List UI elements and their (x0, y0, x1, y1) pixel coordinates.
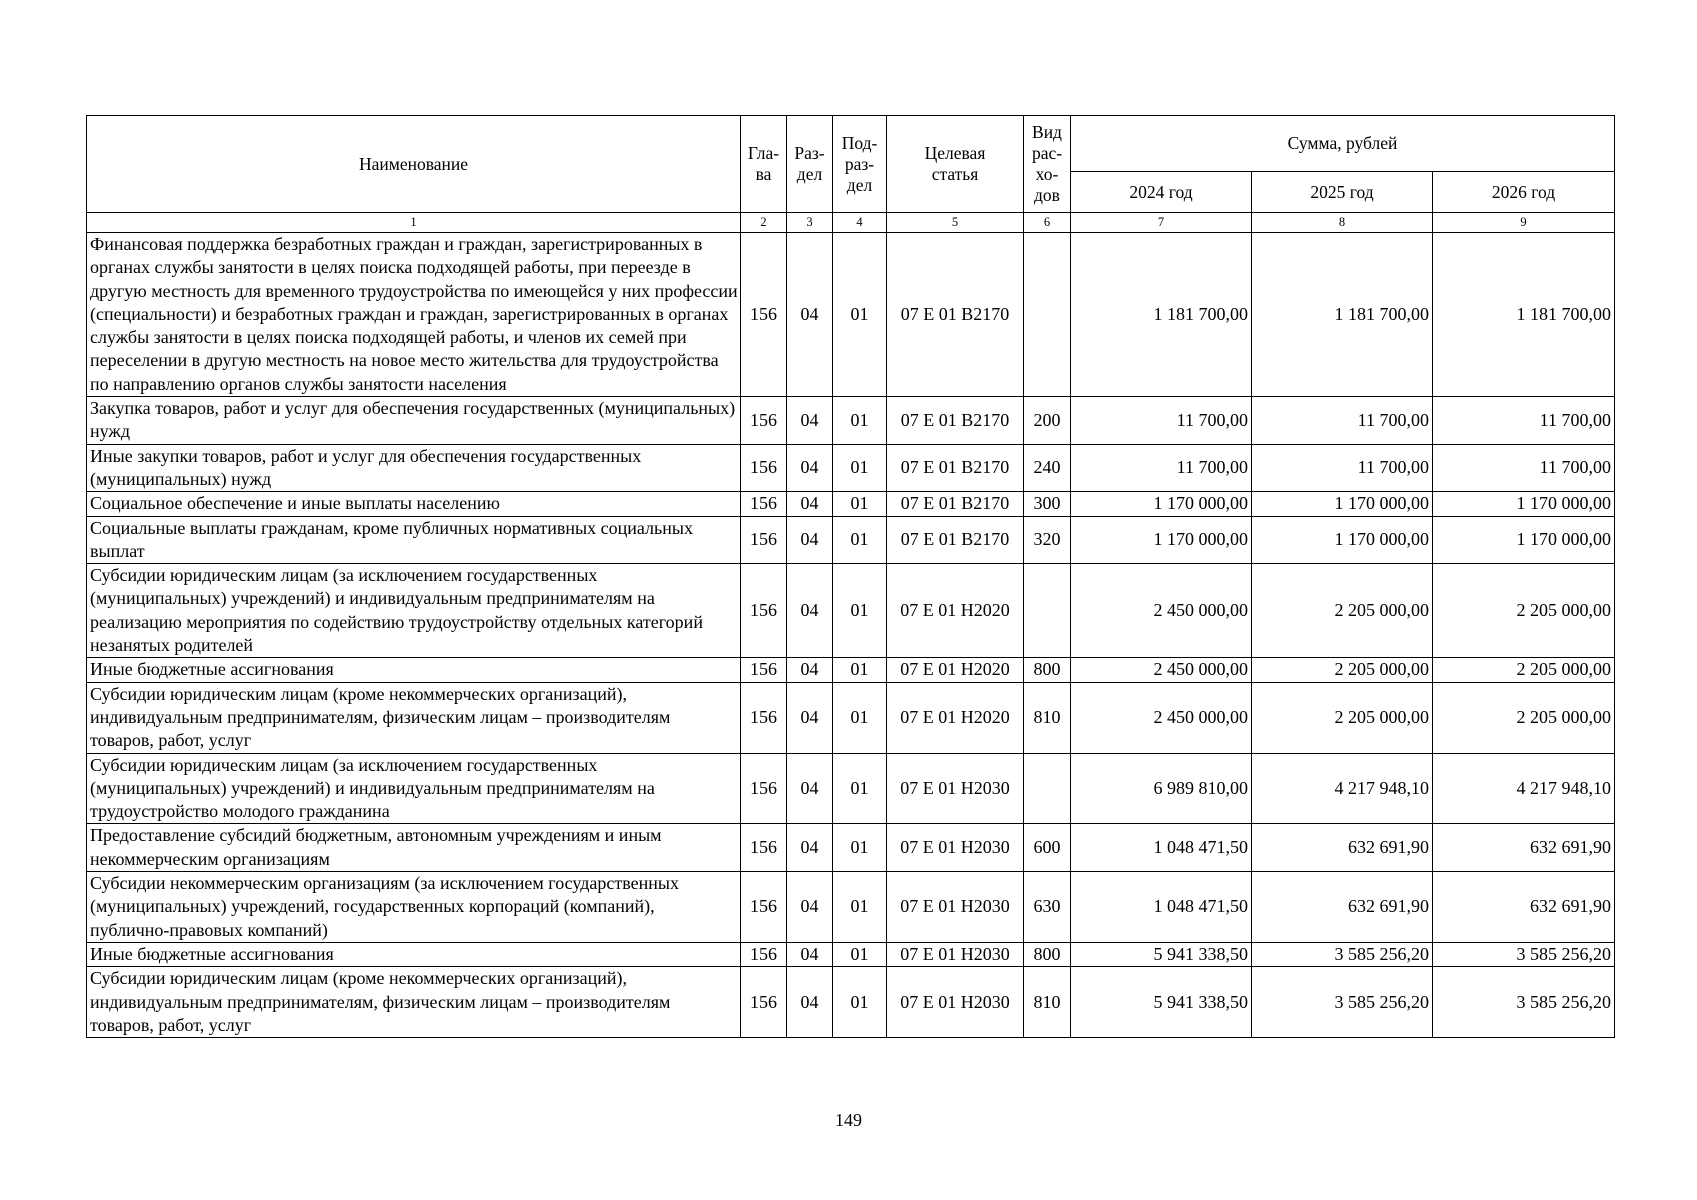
row-podrazdel-cell: 01 (833, 564, 887, 658)
header-podrazdel-text: Под-раз-дел (841, 132, 878, 195)
row-podrazdel-cell: 01 (833, 233, 887, 397)
row-sum-2025-cell: 1 170 000,00 (1252, 492, 1433, 516)
header-glava-text: Гла-ва (747, 143, 780, 184)
table-row (87, 682, 1615, 753)
table-row (87, 942, 1615, 966)
header-year-2025: 2025 год (1252, 172, 1433, 213)
header-vid (1024, 116, 1071, 213)
row-sum-2024-cell: 11 700,00 (1071, 444, 1252, 492)
row-tselevaya-cell: 07 Е 01 В2170 (887, 492, 1024, 516)
header-razdel (787, 116, 833, 213)
row-podrazdel-cell: 01 (833, 492, 887, 516)
row-sum-2026-cell: 3 585 256,20 (1433, 942, 1615, 966)
row-razdel-cell: 04 (787, 658, 833, 682)
row-name-cell: Иные бюджетные ассигнования (87, 658, 741, 682)
row-sum-2025-cell: 1 181 700,00 (1252, 233, 1433, 397)
row-podrazdel-cell: 01 (833, 967, 887, 1038)
row-name-cell: Финансовая поддержка безработных граждан и граждан, зарегистрированных в органах службы занятости в целях поиска подходящей работы, при переезде в другую местность для временного трудоустройства по имеющейся у них профессии (специальности) и безработных граждан и граждан, зарегистрированных в органах службы занятости в целях поиска подходящей работы, и членов их семей при переселении в другую местность на новое место жительства для трудоустройства по направлению органов службы занятости населения (87, 233, 741, 397)
table-body (87, 233, 1615, 1038)
row-vid-cell: 810 (1024, 682, 1071, 753)
row-vid-cell: 320 (1024, 516, 1071, 564)
row-sum-2026-cell: 2 205 000,00 (1433, 682, 1615, 753)
row-glava-cell: 156 (741, 564, 787, 658)
table-row (87, 516, 1615, 564)
table-row (87, 444, 1615, 492)
row-sum-2024-cell: 1 170 000,00 (1071, 516, 1252, 564)
table-row (87, 753, 1615, 824)
row-glava-cell: 156 (741, 753, 787, 824)
row-vid-cell (1024, 753, 1071, 824)
table-header (87, 116, 1615, 233)
row-podrazdel-cell: 01 (833, 397, 887, 445)
row-sum-2025-cell: 632 691,90 (1252, 872, 1433, 943)
table-row (87, 233, 1615, 397)
table-row (87, 564, 1615, 658)
row-tselevaya-cell: 07 Е 01 В2170 (887, 233, 1024, 397)
row-glava-cell: 156 (741, 682, 787, 753)
row-vid-cell: 300 (1024, 492, 1071, 516)
column-number: 4 (833, 213, 887, 233)
column-number: 9 (1433, 213, 1615, 233)
row-sum-2026-cell: 11 700,00 (1433, 397, 1615, 445)
row-glava-cell: 156 (741, 397, 787, 445)
column-number: 6 (1024, 213, 1071, 233)
row-sum-2026-cell: 1 170 000,00 (1433, 516, 1615, 564)
row-vid-cell: 800 (1024, 658, 1071, 682)
budget-table-container (86, 115, 1614, 1038)
row-podrazdel-cell: 01 (833, 872, 887, 943)
row-sum-2025-cell: 3 585 256,20 (1252, 942, 1433, 966)
row-sum-2025-cell: 2 205 000,00 (1252, 658, 1433, 682)
row-podrazdel-cell: 01 (833, 753, 887, 824)
row-sum-2025-cell: 2 205 000,00 (1252, 682, 1433, 753)
row-vid-cell (1024, 233, 1071, 397)
row-tselevaya-cell: 07 Е 01 Н2020 (887, 564, 1024, 658)
row-razdel-cell: 04 (787, 564, 833, 658)
row-glava-cell: 156 (741, 233, 787, 397)
row-name-cell: Субсидии юридическим лицам (кроме некоммерческих организаций), индивидуальным предпринимателям, физическим лицам – производителям товаров, работ, услуг (87, 682, 741, 753)
column-number: 5 (887, 213, 1024, 233)
row-razdel-cell: 04 (787, 682, 833, 753)
row-sum-2025-cell: 11 700,00 (1252, 444, 1433, 492)
row-name-cell: Иные закупки товаров, работ и услуг для обеспечения государственных (муниципальных) нужд (87, 444, 741, 492)
row-sum-2026-cell: 1 181 700,00 (1433, 233, 1615, 397)
row-podrazdel-cell: 01 (833, 682, 887, 753)
header-razdel-text: Раз-дел (794, 143, 825, 184)
row-podrazdel-cell: 01 (833, 658, 887, 682)
row-sum-2026-cell: 632 691,90 (1433, 824, 1615, 872)
column-number: 8 (1252, 213, 1433, 233)
row-name-cell: Социальное обеспечение и иные выплаты населению (87, 492, 741, 516)
row-sum-2025-cell: 11 700,00 (1252, 397, 1433, 445)
row-tselevaya-cell: 07 Е 01 Н2030 (887, 967, 1024, 1038)
row-sum-2024-cell: 1 170 000,00 (1071, 492, 1252, 516)
row-sum-2024-cell: 5 941 338,50 (1071, 942, 1252, 966)
column-number: 3 (787, 213, 833, 233)
row-glava-cell: 156 (741, 824, 787, 872)
row-podrazdel-cell: 01 (833, 942, 887, 966)
row-sum-2026-cell: 3 585 256,20 (1433, 967, 1615, 1038)
row-sum-2024-cell: 11 700,00 (1071, 397, 1252, 445)
header-tselevaya-text: Целевая статья (924, 143, 986, 184)
row-vid-cell: 200 (1024, 397, 1071, 445)
row-name-cell: Субсидии некоммерческим организациям (за исключением государственных (муниципальных) учреждений, государственных корпораций (компаний), публично-правовых компаний) (87, 872, 741, 943)
header-name: Наименование (87, 116, 741, 213)
row-vid-cell: 240 (1024, 444, 1071, 492)
row-sum-2024-cell: 1 181 700,00 (1071, 233, 1252, 397)
row-glava-cell: 156 (741, 658, 787, 682)
row-podrazdel-cell: 01 (833, 444, 887, 492)
header-podrazdel (833, 116, 887, 213)
row-tselevaya-cell: 07 Е 01 Н2020 (887, 682, 1024, 753)
row-tselevaya-cell: 07 Е 01 В2170 (887, 444, 1024, 492)
row-glava-cell: 156 (741, 967, 787, 1038)
column-number: 1 (87, 213, 741, 233)
row-glava-cell: 156 (741, 516, 787, 564)
table-row (87, 658, 1615, 682)
row-sum-2024-cell: 1 048 471,50 (1071, 872, 1252, 943)
table-row (87, 872, 1615, 943)
row-sum-2026-cell: 1 170 000,00 (1433, 492, 1615, 516)
row-tselevaya-cell: 07 Е 01 Н2030 (887, 824, 1024, 872)
row-razdel-cell: 04 (787, 872, 833, 943)
row-razdel-cell: 04 (787, 967, 833, 1038)
row-tselevaya-cell: 07 Е 01 В2170 (887, 397, 1024, 445)
row-razdel-cell: 04 (787, 492, 833, 516)
header-vid-text: Вид рас-хо-дов (1031, 122, 1063, 205)
row-vid-cell (1024, 564, 1071, 658)
row-name-cell: Субсидии юридическим лицам (за исключением государственных (муниципальных) учреждений) и индивидуальным предпринимателям на реализацию мероприятия по содействию трудоустройству отдельных категорий незанятых родителей (87, 564, 741, 658)
row-sum-2024-cell: 6 989 810,00 (1071, 753, 1252, 824)
table-row (87, 492, 1615, 516)
row-tselevaya-cell: 07 Е 01 В2170 (887, 516, 1024, 564)
row-name-cell: Социальные выплаты гражданам, кроме публичных нормативных социальных выплат (87, 516, 741, 564)
row-razdel-cell: 04 (787, 444, 833, 492)
row-name-cell: Субсидии юридическим лицам (кроме некоммерческих организаций), индивидуальным предпринимателям, физическим лицам – производителям товаров, работ, услуг (87, 967, 741, 1038)
page-number: 149 (835, 1110, 862, 1130)
row-name-cell: Закупка товаров, работ и услуг для обеспечения государственных (муниципальных) нужд (87, 397, 741, 445)
row-tselevaya-cell: 07 Е 01 Н2030 (887, 872, 1024, 943)
row-sum-2026-cell: 632 691,90 (1433, 872, 1615, 943)
header-tselevaya (887, 116, 1024, 213)
row-sum-2026-cell: 2 205 000,00 (1433, 658, 1615, 682)
row-sum-2025-cell: 4 217 948,10 (1252, 753, 1433, 824)
row-glava-cell: 156 (741, 492, 787, 516)
row-razdel-cell: 04 (787, 942, 833, 966)
row-tselevaya-cell: 07 Е 01 Н2030 (887, 753, 1024, 824)
row-name-cell: Субсидии юридическим лицам (за исключением государственных (муниципальных) учреждений) и индивидуальным предпринимателям на трудоустройство молодого гражданина (87, 753, 741, 824)
row-name-cell: Иные бюджетные ассигнования (87, 942, 741, 966)
row-razdel-cell: 04 (787, 397, 833, 445)
row-glava-cell: 156 (741, 444, 787, 492)
row-razdel-cell: 04 (787, 233, 833, 397)
row-razdel-cell: 04 (787, 516, 833, 564)
row-name-cell: Предоставление субсидий бюджетным, автономным учреждениям и иным некоммерческим организациям (87, 824, 741, 872)
header-summa: Сумма, рублей (1071, 116, 1615, 172)
header-year-2024: 2024 год (1071, 172, 1252, 213)
row-podrazdel-cell: 01 (833, 824, 887, 872)
row-sum-2026-cell: 4 217 948,10 (1433, 753, 1615, 824)
header-glava (741, 116, 787, 213)
column-number: 7 (1071, 213, 1252, 233)
table-row (87, 397, 1615, 445)
row-razdel-cell: 04 (787, 824, 833, 872)
row-tselevaya-cell: 07 Е 01 Н2020 (887, 658, 1024, 682)
row-sum-2026-cell: 2 205 000,00 (1433, 564, 1615, 658)
header-year-2026: 2026 год (1433, 172, 1615, 213)
row-podrazdel-cell: 01 (833, 516, 887, 564)
row-sum-2024-cell: 2 450 000,00 (1071, 564, 1252, 658)
row-sum-2025-cell: 1 170 000,00 (1252, 516, 1433, 564)
row-sum-2025-cell: 3 585 256,20 (1252, 967, 1433, 1038)
row-tselevaya-cell: 07 Е 01 Н2030 (887, 942, 1024, 966)
row-glava-cell: 156 (741, 942, 787, 966)
row-razdel-cell: 04 (787, 753, 833, 824)
budget-table (86, 115, 1615, 1038)
row-sum-2024-cell: 2 450 000,00 (1071, 682, 1252, 753)
row-vid-cell: 800 (1024, 942, 1071, 966)
row-vid-cell: 630 (1024, 872, 1071, 943)
row-vid-cell: 810 (1024, 967, 1071, 1038)
row-sum-2024-cell: 1 048 471,50 (1071, 824, 1252, 872)
row-vid-cell: 600 (1024, 824, 1071, 872)
row-glava-cell: 156 (741, 872, 787, 943)
column-number-row (87, 213, 1615, 233)
row-sum-2024-cell: 2 450 000,00 (1071, 658, 1252, 682)
column-number: 2 (741, 213, 787, 233)
table-row (87, 824, 1615, 872)
row-sum-2026-cell: 11 700,00 (1433, 444, 1615, 492)
row-sum-2025-cell: 2 205 000,00 (1252, 564, 1433, 658)
table-row (87, 967, 1615, 1038)
row-sum-2025-cell: 632 691,90 (1252, 824, 1433, 872)
row-sum-2024-cell: 5 941 338,50 (1071, 967, 1252, 1038)
